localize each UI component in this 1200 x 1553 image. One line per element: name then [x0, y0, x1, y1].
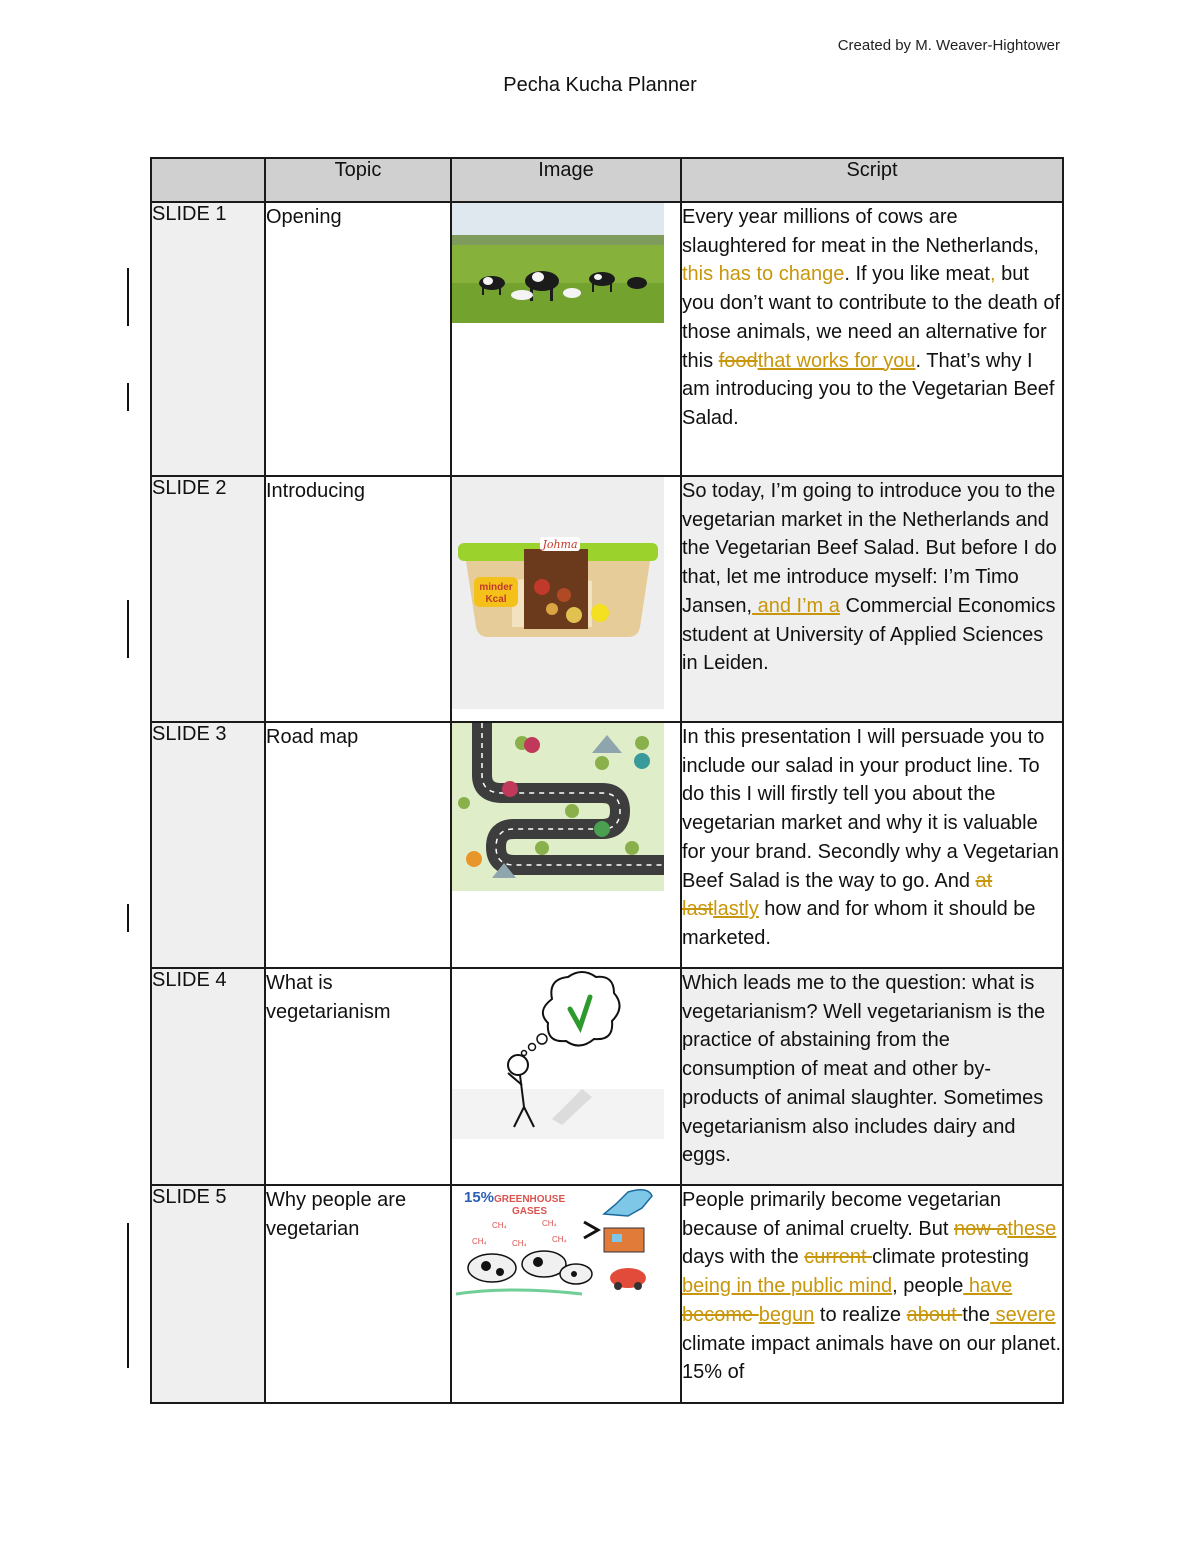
thinking-stick-figure-image [452, 969, 664, 1139]
slide-topic: Introducing [265, 476, 451, 722]
script-text: climate protesting [872, 1246, 1029, 1269]
table-row [151, 1185, 1063, 1403]
table-row [151, 968, 1063, 1185]
change-bar [127, 1223, 129, 1368]
gas-label: CH₄ [512, 1239, 527, 1248]
brand-label: Johma [542, 538, 578, 551]
slide-topic: What is vegetarianism [265, 968, 451, 1185]
slide-image-cell [451, 968, 681, 1185]
road-map-image [452, 723, 664, 891]
tracked-insertion: being in the public mind [682, 1275, 893, 1298]
tracked-insertion: that works for you [757, 349, 916, 372]
change-bar [127, 383, 129, 411]
column-header-image: Image [451, 158, 681, 202]
table-row [151, 202, 1063, 476]
script-text: Which leads me to the question: what is vegetarianism? Well vegetarianism is the practice of abstaining from the consumption of meat and other by-products of animal slaughter. Sometimes vegetarianism also includes dairy and eggs. [682, 972, 1046, 1167]
change-bar [127, 600, 129, 658]
cows-in-field-image [452, 203, 664, 323]
badge-text: Kcal [485, 594, 507, 605]
gas-label: CH₄ [472, 1237, 487, 1246]
script-text: how and for whom it should be marketed. [682, 898, 1036, 949]
slide-topic: Why people are vegetarian [265, 1185, 451, 1403]
slide-image-cell [451, 202, 681, 476]
column-header-slide [151, 158, 265, 202]
slide-number: SLIDE 2 [151, 476, 265, 722]
tracked-deletion: current [804, 1246, 873, 1269]
tracked-deletion: food [718, 349, 758, 372]
script-text: climate impact animals have on our planet. 15% of [682, 1332, 1062, 1384]
slide-script [681, 202, 1063, 476]
salad-tub-image [452, 477, 664, 709]
tracked-deletion: now a [954, 1217, 1008, 1240]
tracked-insertion: , [989, 263, 996, 286]
slide-image-cell [451, 476, 681, 722]
slide-topic: Road map [265, 722, 451, 968]
slide-number: SLIDE 1 [151, 202, 265, 476]
script-text: Every year millions of cows are slaughtered for meat in the Netherlands, [682, 206, 1039, 257]
table-row [151, 722, 1063, 968]
headline-text: 15% [464, 1189, 495, 1206]
tracked-insertion: and I’m a [752, 594, 840, 617]
slide-image-cell [451, 722, 681, 968]
slide-topic: Opening [265, 202, 451, 476]
script-text: days with the [682, 1246, 805, 1269]
tracked-insertion: these [1007, 1217, 1057, 1240]
slide-script [681, 476, 1063, 722]
slide-script [681, 1185, 1063, 1403]
tracked-insertion: have [963, 1275, 1013, 1298]
script-text: Commercial Economics student at University of Applied Sciences in Leiden. [682, 594, 1056, 675]
change-bar [127, 268, 129, 326]
script-text: In this presentation I will persuade you to include our salad in your product line. To do this I will firstly tell you about the vegetarian market and why it is valuable for your brand. Secondly why a Vegetarian Beef Salad is the way to go. And [682, 726, 1059, 892]
script-text: So today, I’m going to introduce you to the vegetarian market in the Netherlands and the Vegetarian Beef Salad. But before I do that, let me introduce myself: I’m Timo Jansen, [682, 480, 1057, 617]
gas-label: CH₄ [492, 1221, 507, 1230]
gas-label: CH₄ [552, 1235, 567, 1244]
script-text: but you don’t want to contribute to the death of those animals, we need an alternative for this [682, 263, 1061, 372]
planner-table [150, 157, 1064, 1404]
script-text: the [962, 1303, 991, 1326]
gas-label: CH₄ [542, 1219, 557, 1228]
greenhouse-gases-image [452, 1186, 664, 1304]
creator-credit: Created by M. Weaver-Hightower [837, 37, 1060, 54]
slide-number: SLIDE 5 [151, 1185, 265, 1403]
script-text: to realize [814, 1303, 907, 1326]
script-text: , people [892, 1275, 964, 1298]
slide-number: SLIDE 3 [151, 722, 265, 968]
tracked-deletion: about [906, 1303, 963, 1326]
slide-script [681, 722, 1063, 968]
tracked-deletion: at last [682, 869, 993, 921]
script-text: . That’s why I am introducing you to the Vegetarian Beef Salad. [682, 349, 1055, 429]
slide-script [681, 968, 1063, 1185]
table-row [151, 476, 1063, 722]
tracked-insertion: this has to change [682, 263, 845, 286]
header-row [151, 158, 1063, 202]
change-bar [127, 904, 129, 932]
column-header-script: Script [681, 158, 1063, 202]
slide-image-cell [451, 1185, 681, 1403]
tracked-insertion: severe [990, 1303, 1056, 1326]
tracked-insertion: lastly [713, 898, 759, 921]
column-header-topic: Topic [265, 158, 451, 202]
script-text: . If you like meat [844, 263, 990, 286]
tracked-insertion: begun [758, 1303, 815, 1326]
badge-text: minder [479, 582, 513, 593]
headline-text: GASES [512, 1206, 548, 1217]
tracked-deletion: become [682, 1303, 759, 1326]
script-text: People primarily become vegetarian because of animal cruelty. But [682, 1189, 1002, 1240]
slide-number: SLIDE 4 [151, 968, 265, 1185]
headline-text: GREENHOUSE [494, 1194, 566, 1205]
page-title: Pecha Kucha Planner [503, 74, 697, 96]
